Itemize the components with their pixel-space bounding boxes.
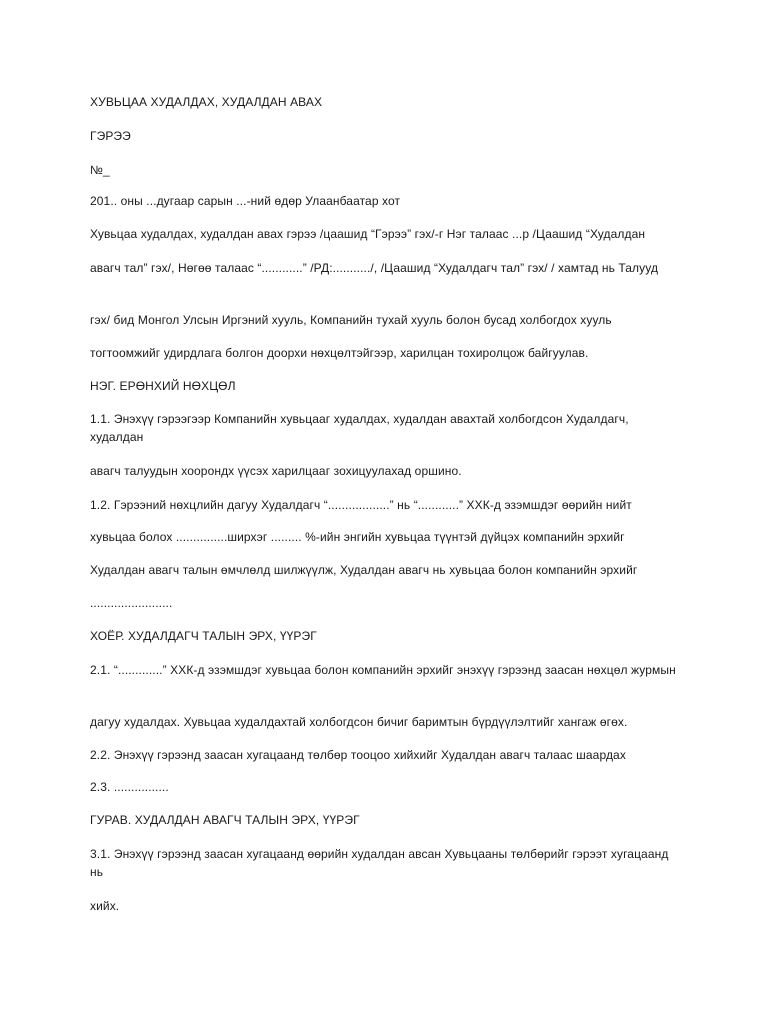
section-heading: НЭГ. ЕРӨНХИЙ НӨХЦӨЛ bbox=[90, 379, 236, 393]
paragraph-line: авагч тал” гэх/, Нөгөө талаас “............” /РД:.........../, /Цаашид “Худалдагч тал” гэх/ / хамтад нь Талууд bbox=[90, 261, 659, 275]
paragraph-line: 2.2. Энэхүү гэрээнд заасан хугацаанд төлбөр тооцоо хийхийг Худалдан авагч талаас шаардах bbox=[90, 748, 626, 762]
section-heading: ХОЁР. ХУДАЛДАГЧ ТАЛЫН ЭРХ, ҮҮРЭГ bbox=[90, 629, 317, 643]
paragraph-line: гэх/ бид Монгол Улсын Иргэний хууль, Компанийн тухай хууль болон бусад холбогдох хууль bbox=[90, 313, 612, 327]
document-number: №_ bbox=[90, 163, 110, 177]
paragraph-line: хийх. bbox=[90, 899, 120, 913]
paragraph-line: Худалдан авагч талын өмчлөлд шилжүүлж, Худалдан авагч нь хувьцаа болон компанийн эрхийг bbox=[90, 563, 638, 577]
paragraph-line: хувьцаа болох ...............ширхэг ......... %-ийн энгийн хувьцаа түүнтэй дүйцэх компанийн эрхийг bbox=[90, 530, 625, 544]
section-heading: ГУРАВ. ХУДАЛДАН АВАГЧ ТАЛЫН ЭРХ, ҮҮРЭГ bbox=[90, 813, 360, 827]
paragraph-line: 2.1. “.............” ХХК-д эзэмшдэг хувьцаа болон компанийн эрхийг энэхүү гэрээнд заасан нөхцөл журмын bbox=[90, 663, 676, 677]
paragraph-line: тогтоомжийг удирдлага болгон доорхи нөхцөлтэйгээр, харилцан тохиролцож байгуулав. bbox=[90, 346, 589, 360]
paragraph-line: 3.1. Энэхүү гэрээнд заасан хугацаанд өөрийн худалдан авсан Хувьцааны төлбөрийг гэрээт хугацаанд нь bbox=[90, 847, 669, 879]
paragraph-line: Хувьцаа худалдах, худалдан авах гэрээ /цаашид “Гэрээ” гэх/-г Нэг талаас ...р /Цаашид “Худалдан bbox=[90, 227, 646, 241]
document-subtitle: ГЭРЭЭ bbox=[90, 129, 131, 143]
paragraph-line: дагуу худалдах. Хувьцаа худалдахтай холбогдсон бичиг баримтын бүрдүүлэлтийг хангаж өгөх. bbox=[90, 715, 628, 729]
paragraph-line: 2.3. ................ bbox=[90, 780, 169, 794]
document-title: ХУВЬЦАА ХУДАЛДАХ, ХУДАЛДАН АВАХ bbox=[90, 95, 323, 109]
paragraph-line: ........................ bbox=[90, 596, 173, 610]
paragraph-line: авагч талуудын хоорондх үүсэх харилцааг зохицуулахад оршино. bbox=[90, 464, 462, 478]
paragraph-line: 1.1. Энэхүү гэрээгээр Компанийн хувьцааг худалдах, худалдан авахтай холбогдсон Худалдагч, худалдан bbox=[90, 412, 629, 444]
date-place-line: 201.. оны ...дугаар сарын ...-ний өдөр Улаанбаатар хот bbox=[90, 194, 401, 208]
paragraph-line: 1.2. Гэрээний нөхцлийн дагуу Худалдагч “..................” нь “............” ХХК-д эзэмшдэг өөрийн нийт bbox=[90, 498, 632, 512]
